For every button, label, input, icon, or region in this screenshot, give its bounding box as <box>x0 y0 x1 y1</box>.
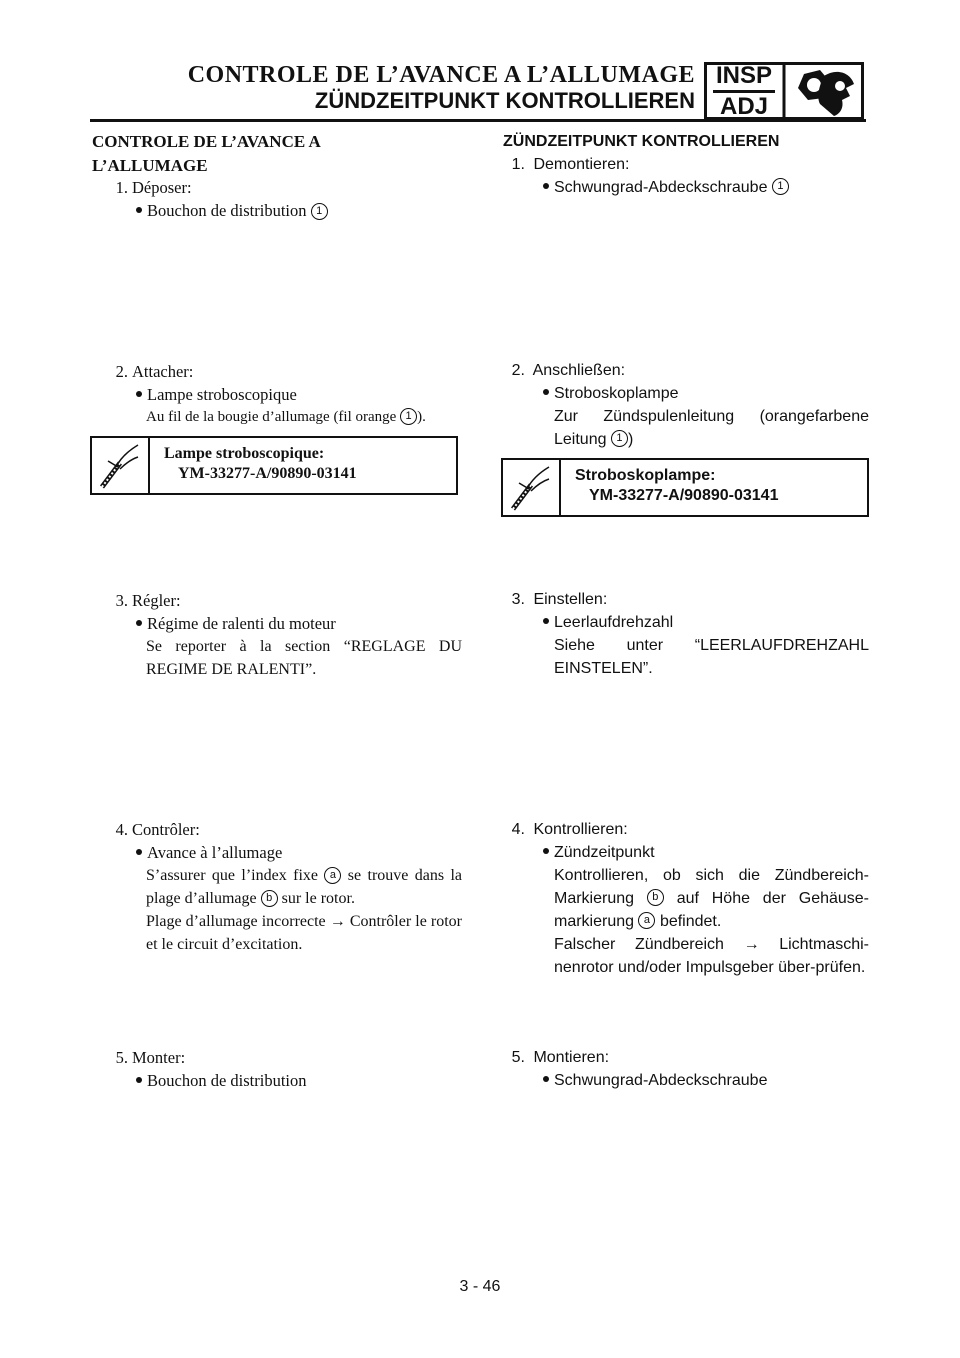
fr-step-1 <box>92 176 462 222</box>
step-text <box>503 405 869 451</box>
step-text <box>92 406 462 429</box>
tool-name: Lampe stroboscopique: <box>164 445 325 462</box>
step-item: Schwungrad-Abdeckschraube <box>554 179 768 196</box>
de-step-3 <box>503 588 869 680</box>
step-text <box>503 864 869 933</box>
step-label: Anschließen: <box>532 362 626 379</box>
tool-cell <box>92 438 150 493</box>
step-number: 5. <box>511 1049 525 1066</box>
fr-title-line2: L’ALLUMAGE <box>92 156 208 175</box>
de-step-2 <box>503 359 869 451</box>
step-text-part: S’assurer que l’index fixe <box>146 867 318 884</box>
step-label: Déposer: <box>132 178 192 197</box>
step-text: Falscher Zündbereich → Lichtmaschi-nenrotor und/oder Impulsgeber über-prüfen. <box>554 936 869 976</box>
step-number: 3. <box>115 591 128 610</box>
bullet-icon <box>543 848 549 854</box>
fr-step-4 <box>92 818 462 956</box>
tool-code: YM-33277-A/90890-03141 <box>589 487 779 504</box>
step-item: Zündzeitpunkt <box>554 844 655 861</box>
step-text-part: Au fil de la bougie d’allumage (fil orange <box>146 409 397 425</box>
step-number: 4. <box>511 821 525 838</box>
wrench-nut-icon <box>790 64 862 118</box>
tool-text <box>150 438 357 493</box>
de-step-4 <box>503 818 869 979</box>
de-title: ZÜNDZEITPUNKT KONTROLLIEREN <box>503 133 780 150</box>
de-step-5 <box>503 1046 869 1092</box>
tool-icon <box>509 463 553 513</box>
step-text-part: auf Höhe der Gehäuse-markierung <box>554 890 870 930</box>
step-text-part: se trouve dans la plage d’allumage <box>146 867 463 907</box>
step-number: 4. <box>115 820 128 839</box>
step-item: Bouchon de distribution <box>147 201 307 220</box>
bullet-icon <box>136 620 142 626</box>
step-text-part: befindet. <box>659 913 722 930</box>
bullet-icon <box>136 849 142 855</box>
bullet-icon <box>136 391 142 397</box>
fr-title-line1: CONTROLE DE L’AVANCE A <box>92 132 321 151</box>
step-text: Se reporter à la section “REGLAGE DU REGIME DE RALENTI”. <box>146 638 462 678</box>
step-item: Stroboskoplampe <box>554 385 679 402</box>
step-number: 2. <box>511 362 525 379</box>
de-step-1 <box>503 153 869 199</box>
page-number: 3 - 46 <box>459 1278 501 1295</box>
step-text-part: Kontrollieren, ob sich die Zündbereich-Markierung <box>554 867 869 907</box>
step-text: Siehe unter “LEERLAUFDREHZAHL EINSTELEN”. <box>554 637 869 677</box>
bullet-icon <box>136 207 142 213</box>
fr-step-2 <box>92 360 462 429</box>
step-text-part: ). <box>417 409 426 425</box>
header-title-de: ZÜNDZEITPUNKT KONTROLLIEREN <box>314 88 695 113</box>
fr-special-tool-box <box>90 436 458 495</box>
ref-marker: 1 <box>611 430 628 447</box>
step-item: Avance à l’allumage <box>147 843 283 862</box>
tool-icon <box>98 441 142 491</box>
step-item: Leerlaufdrehzahl <box>554 614 674 631</box>
step-label: Demontieren: <box>533 156 630 173</box>
bullet-icon <box>543 183 549 189</box>
step-label: Régler: <box>132 591 181 610</box>
fr-step-3 <box>92 589 462 681</box>
de-special-tool-box <box>501 458 869 517</box>
ref-marker: a <box>324 867 341 884</box>
header-title-fr: CONTROLE DE L’AVANCE A L’ALLUMAGE <box>187 62 695 88</box>
step-item: Schwungrad-Abdeckschraube <box>554 1072 768 1089</box>
step-text <box>92 864 462 910</box>
step-label: Monter: <box>132 1048 186 1067</box>
bullet-icon <box>543 389 549 395</box>
tool-text <box>561 460 778 515</box>
step-text-part: ) <box>627 431 634 448</box>
bullet-icon <box>543 1076 549 1082</box>
badge-label <box>704 62 784 120</box>
step-label: Contrôler: <box>132 820 200 839</box>
step-number: 5. <box>115 1048 128 1067</box>
badge-bottom-text: ADJ <box>719 92 768 120</box>
tool-code: YM-33277-A/90890-03141 <box>178 465 357 482</box>
ref-marker: b <box>261 890 278 907</box>
step-number: 3. <box>511 591 525 608</box>
badge-top-text: INSP <box>715 61 772 89</box>
ref-marker: b <box>647 889 664 906</box>
step-number: 1. <box>511 156 525 173</box>
ref-marker: a <box>638 912 655 929</box>
step-label: Einstellen: <box>533 591 608 608</box>
fr-section-title <box>92 130 462 178</box>
step-number: 1. <box>115 178 128 197</box>
tool-name: Stroboskoplampe: <box>575 467 716 484</box>
step-label: Montieren: <box>533 1049 610 1066</box>
tool-cell <box>503 460 561 515</box>
fr-step-5 <box>92 1046 462 1092</box>
step-label: Kontrollieren: <box>533 821 628 838</box>
ref-marker: 1 <box>400 408 417 425</box>
bullet-icon <box>543 618 549 624</box>
de-section-title <box>503 130 869 154</box>
step-label: Attacher: <box>132 362 194 381</box>
bullet-icon <box>136 1077 142 1083</box>
ref-marker: 1 <box>772 178 789 195</box>
step-number: 2. <box>115 362 128 381</box>
ref-marker: 1 <box>311 203 328 220</box>
step-item: Bouchon de distribution <box>147 1071 307 1090</box>
step-text: Plage d’allumage incorrecte → Contrôler le rotor et le circuit d’excitation. <box>146 913 462 953</box>
step-text-part: sur le rotor. <box>281 890 355 907</box>
step-item: Lampe stroboscopique <box>147 385 297 404</box>
step-text-part: Zur Zündspulenleitung (orangefarbene Leitung <box>554 408 869 448</box>
step-item: Régime de ralenti du moteur <box>147 614 336 633</box>
